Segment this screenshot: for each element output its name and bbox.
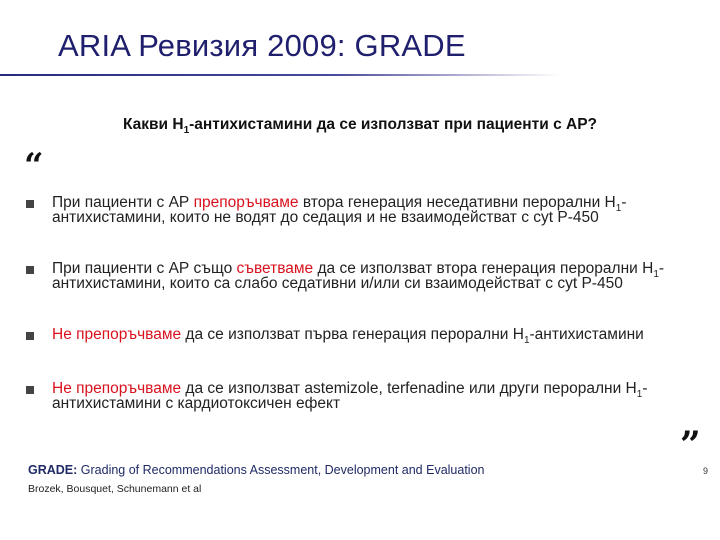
- list-item: При пациенти с АР препоръчваме втора генерация неседативни перорални $H_1$-антихистамини, които не водят до седация и не взаимодействат с cyt P-450: [26, 196, 716, 240]
- list-item: Не препоръчваме да се използват първа генерация перорални $H_1$-антихистамини: [26, 328, 716, 358]
- slide-title: ARIA Ревизия 2009: GRADE: [58, 28, 466, 63]
- not-recommend-term: Не препоръчваме: [52, 380, 182, 397]
- recommend-term: препоръчваме: [193, 194, 299, 211]
- list-item: Не препоръчваме да се използват astemizole, terfenadine или други перорални $H_1$-антихистамини с кардиотоксичен ефект: [26, 382, 716, 412]
- square-bullet-icon: [26, 386, 34, 394]
- square-bullet-icon: [26, 332, 34, 340]
- open-quote-mark: “: [24, 146, 44, 186]
- recommendation-list: [26, 196, 716, 438]
- list-item: При пациенти с АР също съветваме да се използват втора генерация перорални $H_1$-антихистамини, които са слабо седативни и/или си взаимодействат с cyt P-450: [26, 262, 716, 306]
- grade-definition: GRADE: Grading of Recommendations Assessment, Development and Evaluation: [28, 463, 485, 477]
- page-number: 9: [703, 466, 709, 476]
- suggest-term: съветваме: [236, 260, 314, 277]
- authors-citation: Brozek, Bousquet, Schunemann et al: [28, 483, 202, 495]
- not-recommend-term: Не препоръчваме: [52, 326, 182, 343]
- question-heading: Какви $H_1$-антихистамини да се използват при пациенти с АР?: [122, 116, 597, 137]
- square-bullet-icon: [26, 266, 34, 274]
- close-quote-mark: ”: [680, 424, 701, 466]
- title-underline: [0, 74, 560, 76]
- square-bullet-icon: [26, 200, 34, 208]
